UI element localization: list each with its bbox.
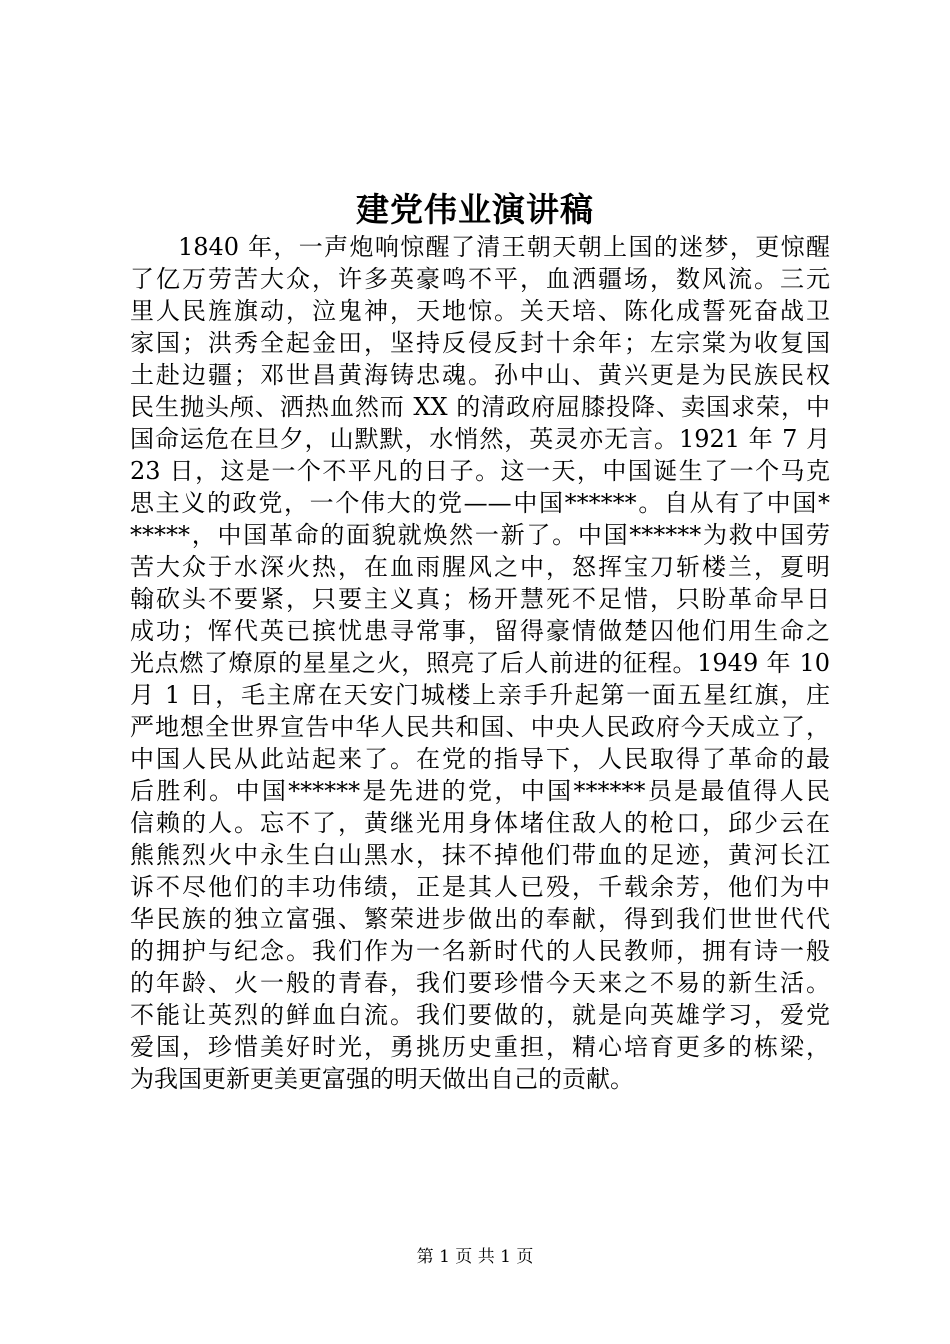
body-line: 信赖的人。忘不了，黄继光用身体堵住敌人的枪口，邱少云在 <box>130 809 830 837</box>
body-line: 成功；恽代英已摈忧患寻常事，留得豪情做楚囚他们用生命之 <box>130 617 830 645</box>
body-line: *****，中国革命的面貌就焕然一新了。中国******为救中国劳 <box>130 521 830 549</box>
speech-body <box>130 231 830 1095</box>
body-line: 家国；洪秀全起金田，坚持反侵反封十余年；左宗棠为收复国 <box>130 329 830 357</box>
body-line: 国命运危在旦夕，山默默，水悄然，英灵亦无言。1921 年 7 月 <box>130 425 830 453</box>
body-line: 土赴边疆；邓世昌黄海铸忠魂。孙中山、黄兴更是为民族民权 <box>130 361 830 389</box>
body-line: 里人民旌旗动，泣鬼神，天地惊。关天培、陈化成誓死奋战卫 <box>130 297 830 325</box>
body-line: 中国人民从此站起来了。在党的指导下，人民取得了革命的最 <box>130 745 830 773</box>
body-line: 华民族的独立富强、繁荣进步做出的奉献，得到我们世世代代 <box>130 905 830 933</box>
body-line: 的拥护与纪念。我们作为一名新时代的人民教师，拥有诗一般 <box>130 937 830 965</box>
body-line: 苦大众于水深火热，在血雨腥风之中，怒挥宝刀斩楼兰，夏明 <box>130 553 830 581</box>
body-line: 了亿万劳苦大众，许多英豪鸣不平，血洒疆场，数风流。三元 <box>130 265 830 293</box>
body-line: 翰砍头不要紧，只要主义真；杨开慧死不足惜，只盼革命早日 <box>130 585 830 613</box>
page-number: 第 1 页 共 1 页 <box>416 1247 534 1267</box>
body-line: 民生抛头颅、洒热血然而 XX 的清政府屈膝投降、卖国求荣，中 <box>130 393 830 421</box>
body-line: 不能让英烈的鲜血白流。我们要做的，就是向英雄学习，爱党 <box>130 1001 830 1029</box>
body-line: 熊熊烈火中永生白山黑水，抹不掉他们带血的足迹，黄河长江 <box>130 841 830 869</box>
body-line: 23 日，这是一个不平凡的日子。这一天，中国诞生了一个马克 <box>130 457 830 485</box>
body-line: 月 1 日，毛主席在天安门城楼上亲手升起第一面五星红旗，庄 <box>130 681 830 709</box>
body-line: 的年龄、火一般的青春，我们要珍惜今天来之不易的新生活。 <box>130 969 830 997</box>
body-line: 为我国更新更美更富强的明天做出自己的贡献。 <box>130 1065 634 1093</box>
body-line: 严地想全世界宣告中华人民共和国、中央人民政府今天成立了， <box>130 713 830 741</box>
body-line: 1840 年，一声炮响惊醒了清王朝天朝上国的迷梦，更惊醒 <box>178 233 830 261</box>
body-line: 后胜利。中国******是先进的党，中国******员是最值得人民 <box>130 777 830 805</box>
body-line: 诉不尽他们的丰功伟绩，正是其人已殁，千载余芳，他们为中 <box>130 873 830 901</box>
body-line: 思主义的政党，一个伟大的党——中国******。自从有了中国* <box>130 489 830 517</box>
body-line: 光点燃了燎原的星星之火，照亮了后人前进的征程。1949 年 10 <box>130 649 830 677</box>
page-title: 建党伟业演讲稿 <box>356 190 594 229</box>
body-line: 爱国，珍惜美好时光，勇挑历史重担，精心培育更多的栋梁， <box>130 1033 830 1061</box>
